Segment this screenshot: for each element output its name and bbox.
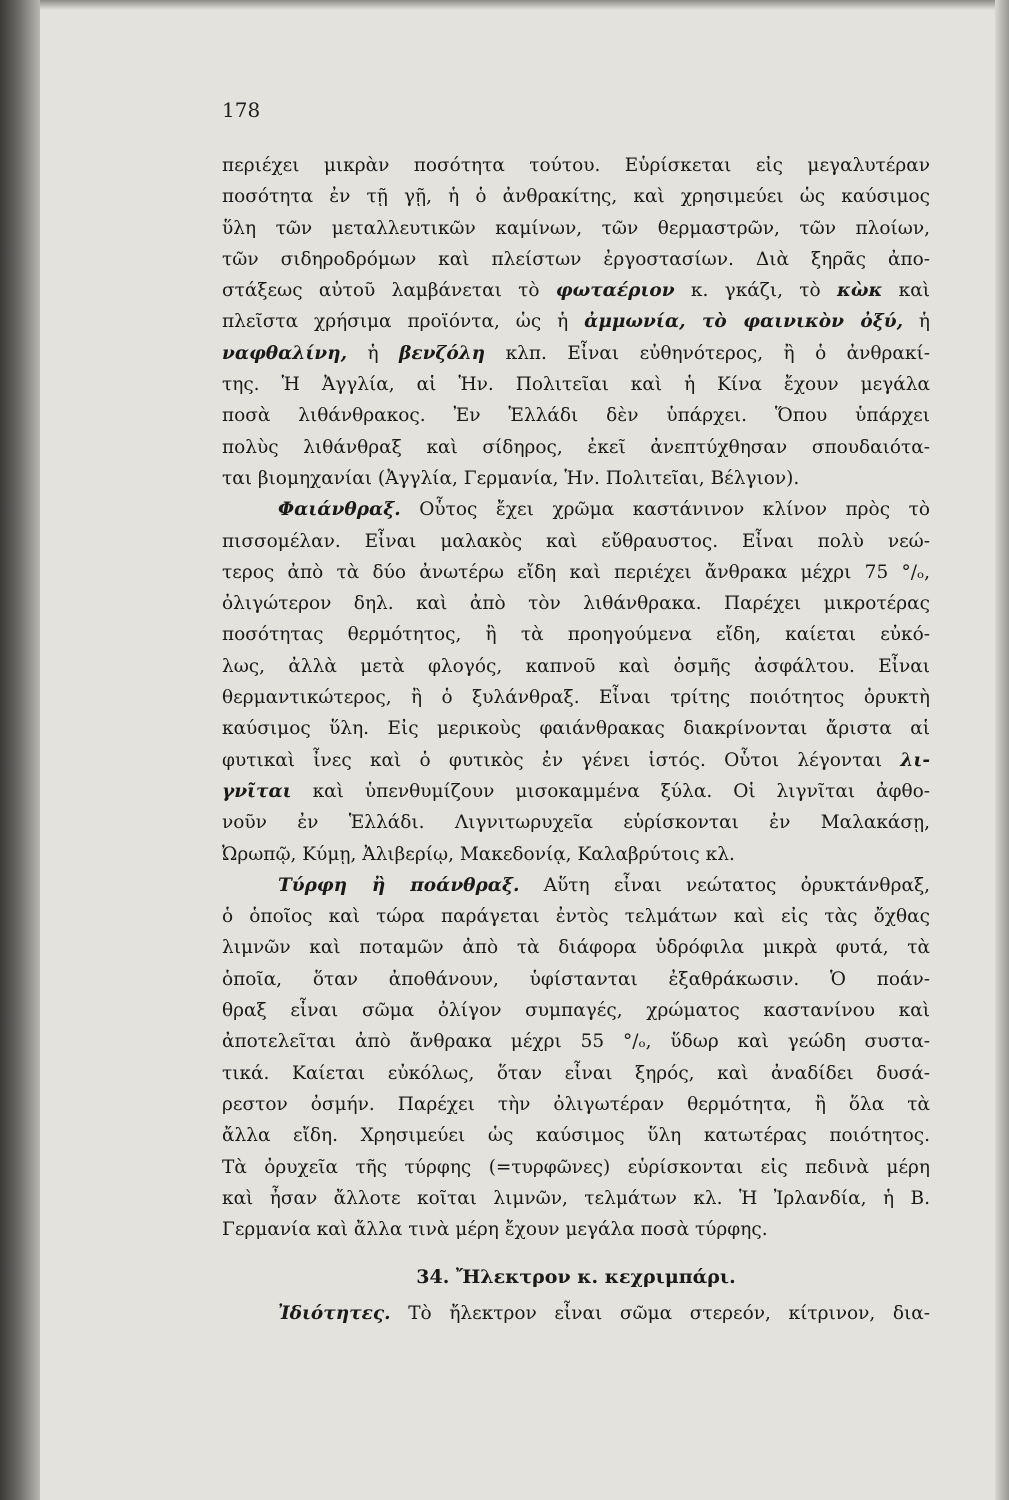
text-line (222, 400, 930, 431)
text-run: πλεῖστα χρήσιμα προϊόντα, ὡς ἡ (222, 311, 585, 333)
text-run: κ. γκάζι, τὸ (674, 280, 837, 302)
highlighted-term: ἀμμωνία, τὸ φαινικὸν ὀξύ, (584, 311, 904, 333)
text-run: ὀλιγώτερον δηλ. καὶ ἀπὸ τὸν λιθάνθρακα. Παρέχει μικροτέρας (222, 593, 930, 615)
text-run: ται βιομηχανίαι (Ἀγγλία, Γερμανία, Ἡν. Πολιτεῖαι, Βέλγιον). (222, 467, 800, 489)
text-line (222, 745, 930, 776)
text-run: Τὸ ἤλεκτρον εἶναι σῶμα στερεόν, κίτρινον, δια- (390, 1303, 930, 1324)
text-run: ρεστον ὀσμήν. Παρέχει τὴν ὀλιγωτέραν θερμότητα, ἢ ὅλα τὰ (222, 1093, 930, 1115)
text-line (222, 557, 930, 588)
highlighted-term: φωταέριον (555, 280, 675, 302)
text-line (222, 244, 930, 275)
text-line (222, 275, 930, 306)
text-run: τῶν σιδηροδρόμων καὶ πλείστων ἐργοστασίων. Διὰ ξηρᾶς ἀπο- (222, 248, 930, 270)
page-top-edge (40, 0, 995, 10)
text-line (222, 1058, 930, 1089)
highlighted-term: βενζόλη (399, 342, 486, 364)
text-run: ποσότητας θερμότητος, ἢ τὰ προηγούμενα εἴδη, καίεται εὐκό- (222, 624, 930, 646)
text-run: φυτικαὶ ἶνες καὶ ὁ φυτικὸς ἐν γένει ἱστός. Οὗτοι λέγονται (222, 749, 901, 771)
section-heading-text: 34. Ἤλεκτρον κ. κεχριμπάρι. (416, 1266, 736, 1288)
text-run: θερμαντικώτερος, ἢ ὁ ξυλάνθραξ. Εἶναι τρίτης ποιότητος ὀρυκτὴ (222, 687, 930, 709)
text-run: ἡ (903, 311, 930, 333)
text-run: τικά. Καίεται εὐκόλως, ὅταν εἶναι ξηρός, καὶ ἀναδίδει δυσά- (222, 1062, 930, 1084)
text-run: Τὰ ὀρυχεῖα τῆς τύρφης (=τυρφῶνες) εὑρίσκονται εἰς πεδινὰ μέρη (222, 1156, 930, 1178)
text-run: περιέχει μικρὰν ποσότητα τούτου. Εὑρίσκεται εἰς μεγαλυτέραν (222, 155, 930, 176)
text-run: ὕλη τῶν μεταλλευτικῶν καμίνων, τῶν θερμαστρῶν, τῶν πλοίων, (222, 217, 930, 239)
body-text (222, 150, 930, 1245)
text-run: καὶ ἦσαν ἄλλοτε κοῖται λιμνῶν, τελμάτων κλ. Ἡ Ἰρλανδία, ἡ Β. (222, 1187, 930, 1209)
text-run: θραξ εἶναι σῶμα ὀλίγον συμπαγές, χρώματος καστανίνου καὶ (222, 1000, 930, 1022)
text-line (222, 1026, 930, 1057)
text-line (222, 995, 930, 1026)
text-line (222, 463, 930, 494)
highlighted-term: κὼκ (836, 280, 883, 302)
text-run: ἡ (347, 342, 400, 364)
highlighted-term: γνῖται (222, 780, 292, 802)
final-line (222, 1298, 930, 1329)
text-line (222, 1214, 930, 1245)
text-run: πολὺς λιθάνθραξ καὶ σίδηρος, ἐκεῖ ἀνεπτύχθησαν σπουδαιότα- (222, 436, 930, 458)
text-run: Γερμανία καὶ ἄλλα τινὰ μέρη ἔχουν μεγάλα ποσὰ τύρφης. (222, 1219, 768, 1241)
text-line (222, 181, 930, 212)
text-line (222, 213, 930, 244)
text-line (222, 713, 930, 744)
highlighted-term: Φαιάνθραξ. (278, 499, 401, 521)
text-run: της. Ἡ Ἀγγλία, αἱ Ἡν. Πολιτεῖαι καὶ ἡ Κίνα ἔχουν μεγάλα (222, 374, 930, 396)
text-line (222, 932, 930, 963)
text-line (222, 432, 930, 463)
page-right-edge (995, 0, 1009, 1500)
text-run: λιμνῶν καὶ ποταμῶν ἀπὸ τὰ διάφορα ὑδρόφιλα μικρὰ φυτά, τὰ (222, 937, 930, 959)
text-run: Ὠρωπῷ, Κύμῃ, Ἀλιβερίῳ, Μακεδονίᾳ, Καλαβρύτοις κλ. (222, 843, 735, 865)
binding-shadow (0, 0, 40, 1500)
text-run: πισσομέλαν. Εἶναι μαλακὸς καὶ εὔθραυστος. Εἶναι πολὺ νεώ- (222, 530, 930, 552)
text-run: λως, ἀλλὰ μετὰ φλογός, καπνοῦ καὶ ὀσμῆς ἀσφάλτου. Εἶναι (222, 655, 930, 677)
text-line (222, 588, 930, 619)
text-line (222, 1183, 930, 1214)
text-run: στάξεως αὐτοῦ λαμβάνεται τὸ (222, 280, 556, 302)
text-run: τερος ἀπὸ τὰ δύο ἀνωτέρω εἴδη καὶ περιέχει ἄνθρακα μέχρι 75 °/ₒ, (222, 561, 930, 583)
text-run: νοῦν ἐν Ἑλλάδι. Λιγνιτωρυχεῖα εὑρίσκονται ἐν Μαλακάσῃ, (222, 812, 930, 834)
text-run: κλπ. Εἶναι εὐθηνότερος, ἢ ὁ ἀνθρακί- (485, 342, 930, 364)
highlighted-term: Τύρφη ἢ ποάνθραξ. (278, 874, 520, 896)
text-line (222, 494, 930, 525)
text-run: καύσιμος ὕλη. Εἰς μερικοὺς φαιάνθρακας διακρίνονται ἄριστα αἱ (222, 718, 930, 740)
text-line (222, 1089, 930, 1120)
text-line (222, 619, 930, 650)
text-run: Οὗτος ἔχει χρῶμα καστάνινον κλίνον πρὸς τὸ (400, 499, 930, 521)
text-run: Αὕτη εἶναι νεώτατος ὀρυκτάνθραξ, (519, 874, 930, 896)
highlighted-term: Ἰδιότητες. (278, 1303, 391, 1324)
text-line (222, 1152, 930, 1183)
text-line (222, 682, 930, 713)
text-line (222, 651, 930, 682)
highlighted-term: ναφθαλίνη, (222, 342, 348, 364)
text-run: ἀποτελεῖται ἀπὸ ἄνθρακα μέχρι 55 °/ₒ, ὕδωρ καὶ γεώδη συστα- (222, 1031, 930, 1053)
text-line (222, 807, 930, 838)
text-line (222, 369, 930, 400)
text-run: ποσὰ λιθάνθρακος. Ἐν Ἑλλάδι δὲν ὑπάρχει. Ὅπου ὑπάρχει (222, 405, 930, 427)
text-run: καὶ (882, 280, 930, 302)
text-line (222, 150, 930, 181)
text-run: ὁποῖα, ὅταν ἀποθάνουν, ὑφίστανται ἐξαθράκωσιν. Ὁ ποάν- (222, 968, 930, 990)
text-line (222, 338, 930, 369)
page-number: 178 (222, 98, 261, 122)
text-line (222, 1120, 930, 1151)
text-run: ἄλλα εἴδη. Χρησιμεύει ὡς καύσιμος ὕλη κατωτέρας ποιότητος. (222, 1125, 930, 1147)
highlighted-term: λι- (900, 749, 930, 771)
section-heading (222, 1260, 930, 1294)
text-run: καὶ ὑπενθυμίζουν μισοκαμμένα ξύλα. Οἱ λιγνῖται ἀφθο- (291, 780, 930, 802)
final-paragraph (222, 1298, 930, 1329)
text-line (222, 776, 930, 807)
text-run: ὁ ὁποῖος καὶ τώρα παράγεται ἐντὸς τελμάτων καὶ εἰς τὰς ὄχθας (222, 906, 930, 928)
text-line (222, 306, 930, 337)
text-line (222, 526, 930, 557)
text-line (222, 901, 930, 932)
text-line (222, 964, 930, 995)
text-run: ποσότητα ἐν τῇ γῇ, ἡ ὁ ἀνθρακίτης, καὶ χρησιμεύει ὡς καύσιμος (222, 186, 930, 208)
text-line (222, 870, 930, 901)
text-line (222, 839, 930, 870)
